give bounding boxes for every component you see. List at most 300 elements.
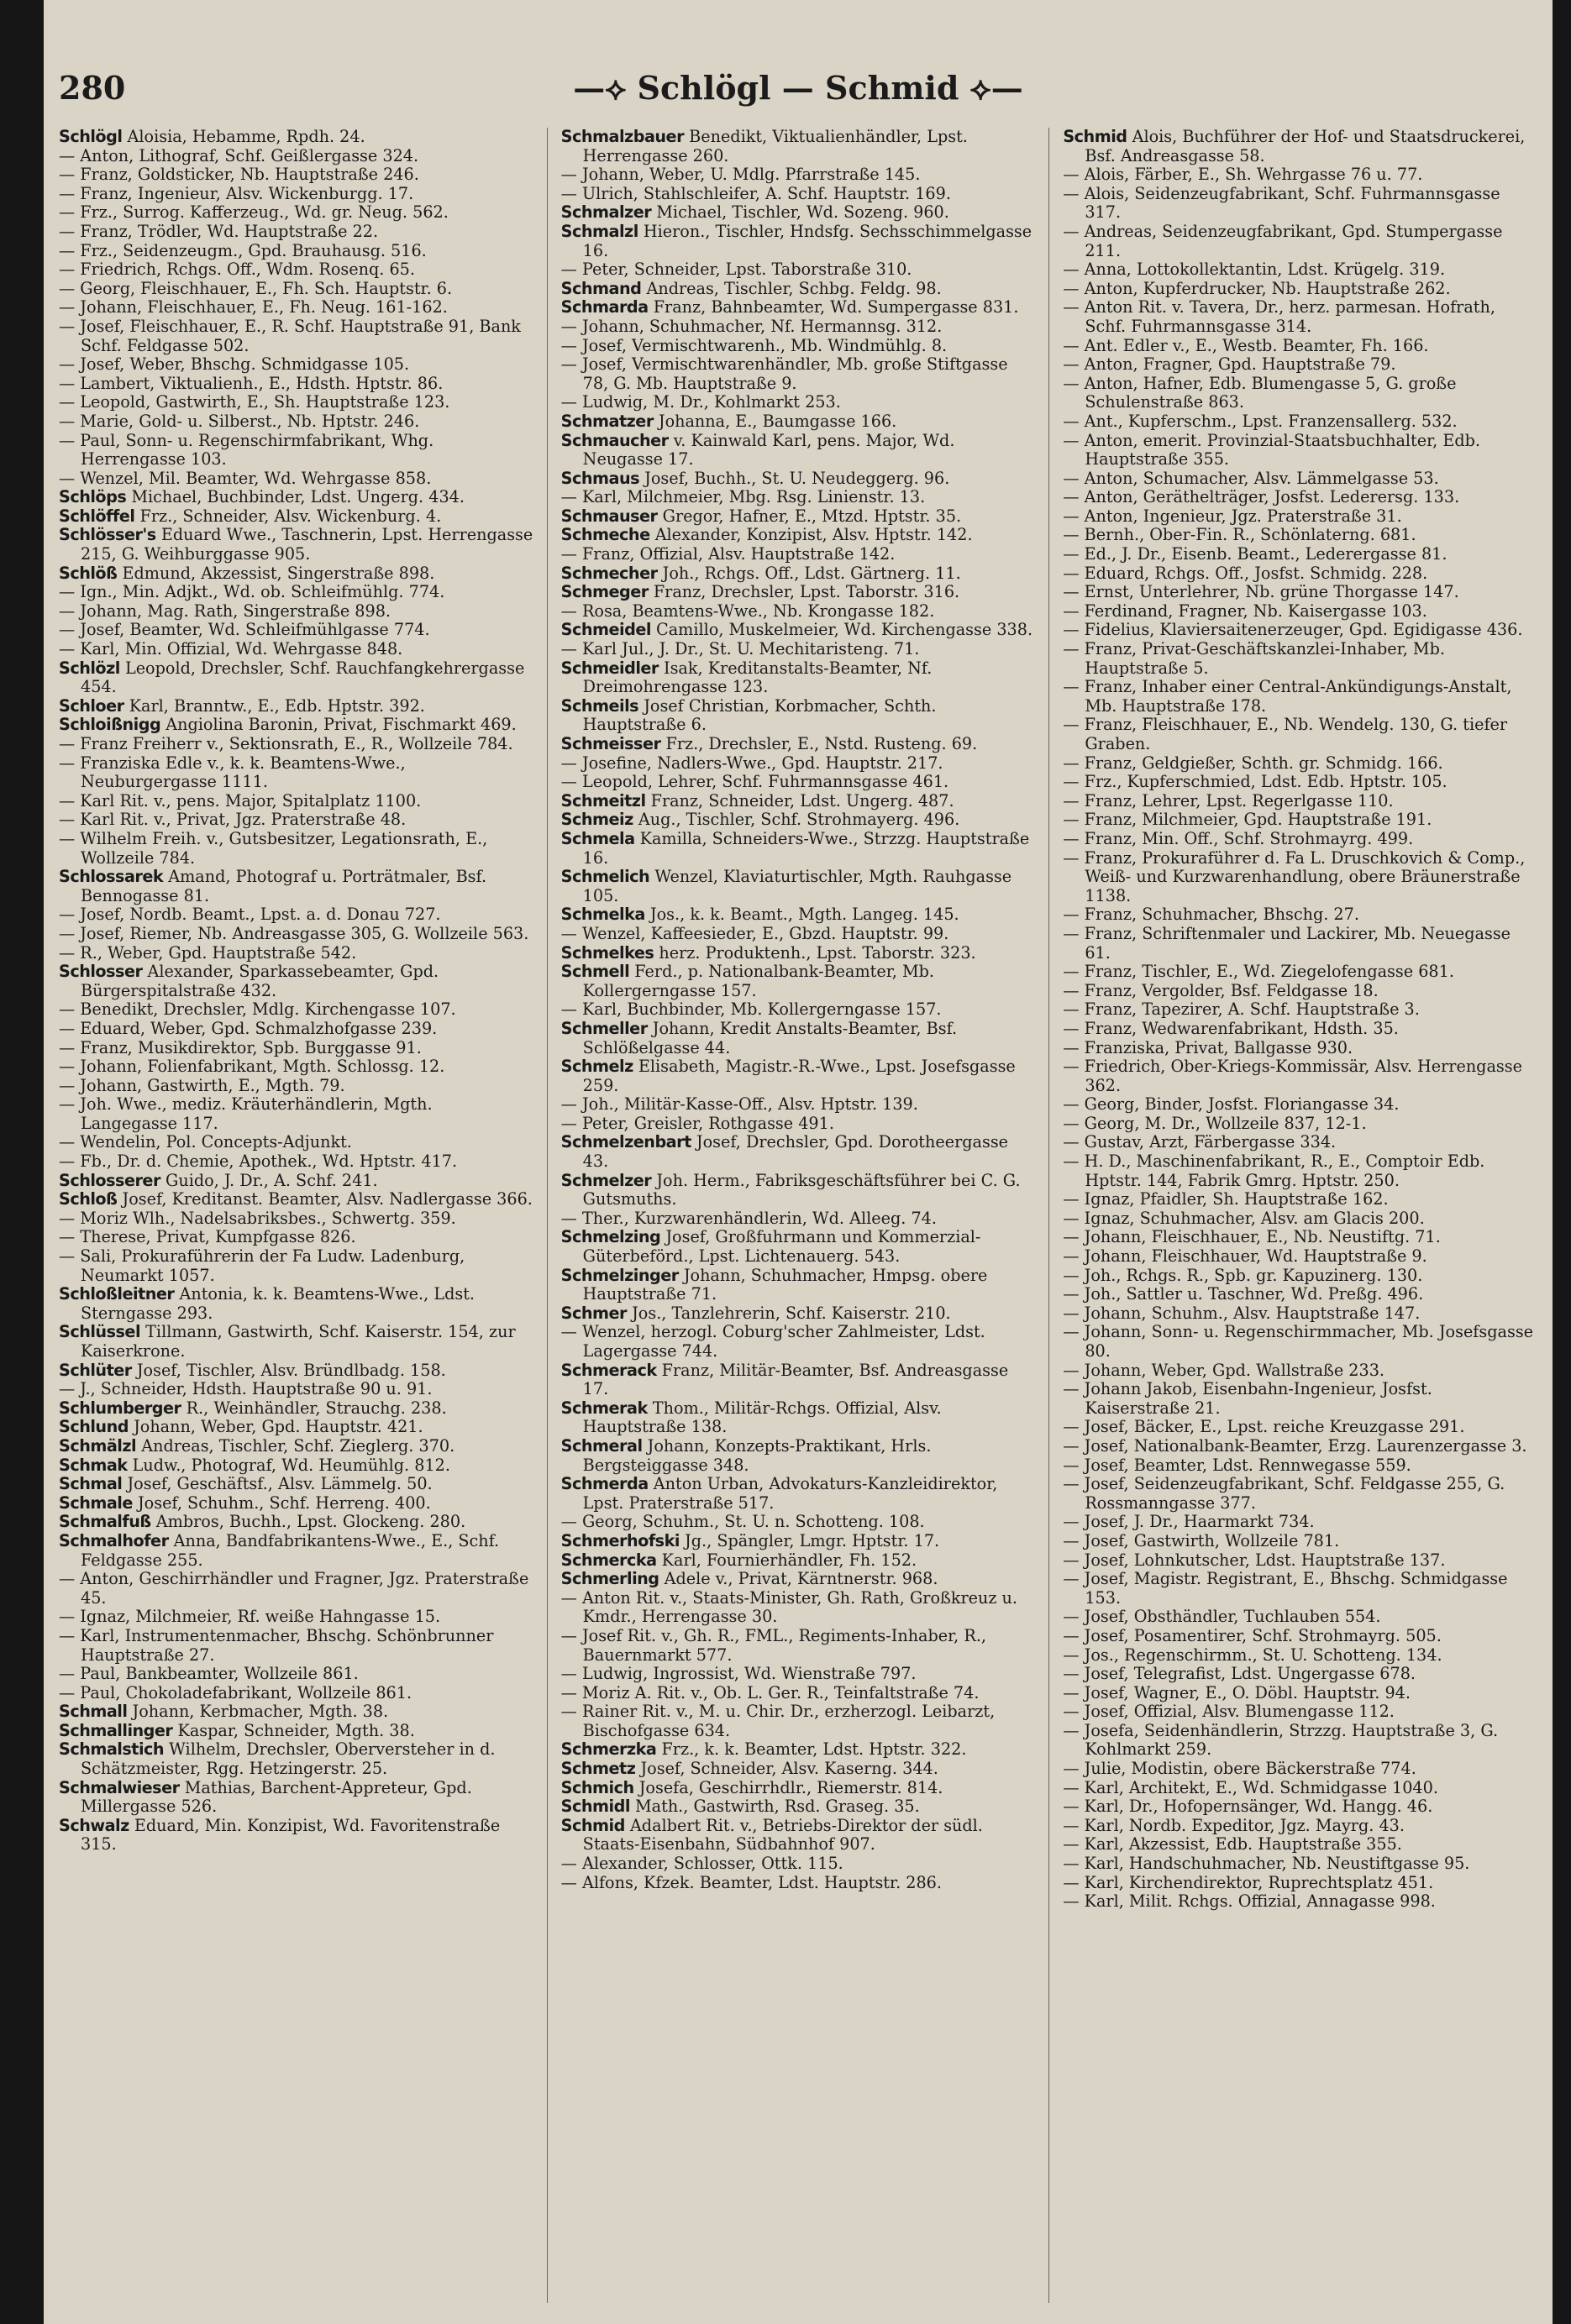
entry-surname: Schmecher — [560, 563, 658, 583]
directory-entry — [561, 223, 1036, 260]
entry-details: Franz, Drechsler, Lpst. Taborstr. 316. — [648, 582, 960, 602]
directory-entry — [561, 1475, 1036, 1513]
entry-details: — Georg, Fleischhauer, E., Fh. Sch. Hauptstr. 6. — [59, 278, 453, 298]
entry-details: — Ernst, Unterlehrer, Nb. grüne Thorgasse 147. — [1063, 582, 1459, 602]
entry-surname: Schmid — [1063, 128, 1127, 146]
entry-surname: Schmerak — [560, 1398, 648, 1418]
directory-entry — [59, 1133, 533, 1152]
entry-surname: Schmelka — [560, 905, 645, 925]
directory-entry — [561, 317, 1036, 337]
directory-entry — [561, 165, 1036, 185]
entry-surname: Schmauser — [560, 506, 658, 526]
entry-surname: Schlüssel — [59, 1322, 141, 1342]
entry-details: — Anton Rit. v. Tavera, Dr., herz. parmesan. Hofrath, Schf. Fuhrmannsgasse 314. — [1063, 297, 1495, 336]
directory-entry — [561, 1020, 1036, 1057]
entry-details: — Josef, Seidenzeugfabrikant, Schf. Feldgasse 255, G. Rossmanngasse 377. — [1063, 1474, 1505, 1513]
directory-entry — [59, 659, 533, 697]
entry-details: — Anton, Lithograf, Schf. Geißlergasse 324. — [59, 145, 419, 165]
entry-details: — Franz, Tischler, E., Wd. Ziegelofengasse 681. — [1063, 962, 1454, 982]
entry-details: Ambros, Buchh., Lpst. Glockeng. 280. — [150, 1512, 466, 1532]
entry-details: — Alois, Seidenzeugfabrikant, Schf. Fuhrmannsgasse 317. — [1063, 183, 1500, 223]
directory-entry — [561, 1209, 1036, 1229]
entry-surname: Schmeger — [560, 582, 649, 602]
entry-surname: Schmallinger — [59, 1720, 173, 1740]
directory-entry — [561, 754, 1036, 774]
entry-details: — Anton, Geräthelträger, Josfst. Lederersg. 133. — [1063, 487, 1460, 507]
directory-entry — [1063, 1874, 1537, 1893]
entry-details: Adalbert Rit. v., Betriebs-Direktor der südl. Staats-Eisenbahn, Südbahnhof 907. — [582, 1815, 983, 1854]
entry-details: — Gustav, Arzt, Färbergasse 334. — [1063, 1132, 1337, 1152]
entry-details: Thom., Militär-Rchgs. Offizial, Alsv. Hauptstraße 138. — [582, 1398, 942, 1437]
entry-details: Tillmann, Gastwirth, Schf. Kaiserstr. 154, zur Kaiserkrone. — [81, 1322, 516, 1361]
entry-details: — Johann, Fleischhauer, E., Nb. Neustiftg. 71. — [1063, 1227, 1441, 1247]
entry-details: — Friedrich, Rchgs. Off., Wdm. Rosenq. 65. — [59, 260, 415, 280]
entry-details: — Anton, Fragner, Gpd. Hauptstraße 79. — [1063, 354, 1396, 375]
entry-details: — Franz, Offizial, Alsv. Hauptstraße 142. — [560, 544, 896, 564]
directory-entry — [561, 488, 1036, 507]
entry-surname: Schmalwieser — [59, 1777, 180, 1797]
entry-details: — Eduard, Rchgs. Off., Josfst. Schmidg. 228. — [1063, 563, 1428, 583]
entry-details: Frz., k. k. Beamter, Ldst. Hptstr. 322. — [656, 1739, 967, 1760]
entry-details: — Bernh., Ober-Fin. R., Schönlaterng. 681. — [1063, 525, 1416, 545]
directory-entry — [1063, 1057, 1537, 1095]
directory-entry — [1063, 280, 1537, 299]
entry-details: — Joh., Sattler u. Taschner, Wd. Preßg. 496. — [1063, 1284, 1424, 1304]
column-right — [1063, 128, 1537, 2303]
entry-details: — Johann, Mag. Rath, Singerstraße 898. — [59, 601, 391, 621]
directory-entry — [561, 1551, 1036, 1571]
directory-entry — [1063, 1267, 1537, 1286]
entry-surname: Schmeller — [560, 1018, 648, 1038]
entry-details: Joh., Rchgs. Off., Ldst. Gärtnerg. 11. — [657, 563, 961, 583]
entry-surname: Schmalzer — [560, 202, 652, 223]
directory-entry — [561, 298, 1036, 317]
entry-details: — Anton, Hafner, Edb. Blumengasse 5, G. große Schulenstraße 863. — [1063, 373, 1457, 412]
directory-entry — [561, 1817, 1036, 1854]
entry-details: Frz., Schneider, Alsv. Wickenburg. 4. — [134, 506, 442, 526]
entry-surname: Schmelich — [560, 867, 650, 887]
entry-surname: Schloißnigg — [59, 715, 161, 735]
entry-details: Anton Urban, Advokaturs-Kanzleidirektor, Lpst. Praterstraße 517. — [582, 1474, 998, 1513]
entry-details: Josef, Kreditanst. Beamter, Alsv. Nadlergasse 366. — [117, 1189, 533, 1209]
directory-entry — [1063, 298, 1537, 336]
entry-surname: Schmall — [59, 1702, 128, 1722]
entry-details: Isak, Kreditanstalts-Beamter, Nf. Dreimohrengasse 123. — [582, 658, 933, 697]
entry-details: Joh. Herm., Fabriksgeschäftsführer bei C. G. Gutsmuths. — [582, 1170, 1021, 1209]
entry-surname: Schlösser's — [59, 525, 156, 545]
entry-details: — Alfons, Kfzek. Beamter, Ldst. Hauptstr. 286. — [560, 1872, 942, 1892]
entry-details: — Anton, Kupferdrucker, Nb. Hauptstraße 262. — [1063, 278, 1451, 298]
entry-surname: Schlüter — [59, 1360, 132, 1380]
entry-details: — Anton, emerit. Provinzial-Staatsbuchhalter, Edb. Hauptstraße 355. — [1063, 430, 1481, 470]
directory-entry — [1063, 185, 1537, 223]
directory-entry — [1063, 830, 1537, 849]
entry-details: — Georg, Binder, Josfst. Floriangasse 34. — [1063, 1094, 1400, 1115]
entry-details: — Josef, Lohnkutscher, Ldst. Hauptstraße 137. — [1063, 1550, 1446, 1570]
directory-entry — [59, 1456, 533, 1476]
directory-entry — [561, 1361, 1036, 1399]
entry-surname: Schlossarek — [59, 867, 164, 887]
directory-entry — [1063, 1020, 1537, 1039]
running-title: —⟡ Schlögl — Schmid ⟡— — [573, 69, 1023, 107]
entry-details: — Fidelius, Klaviersaitenerzeuger, Gpd. Egidigasse 436. — [1063, 620, 1523, 640]
entry-details: Johann, Kredit Anstalts-Beamter, Bsf. Schlößelgasse 44. — [582, 1018, 958, 1057]
entry-details: Andreas, Tischler, Schf. Zieglerg. 370. — [136, 1435, 455, 1456]
entry-details: — Ant. Edler v., E., Westb. Beamter, Fh. 166. — [1063, 335, 1429, 355]
entry-details: Alexander, Sparkassebeamter, Gpd. Bürgerspitalstraße 432. — [81, 962, 439, 1000]
directory-entry — [561, 773, 1036, 792]
entry-details: — Anton Rit. v., Staats-Minister, Gh. Rath, Großkreuz u. Kmdr., Herrengasse 30. — [560, 1587, 1017, 1627]
directory-entry — [1063, 1475, 1537, 1513]
directory-entry — [59, 830, 533, 868]
entry-surname: Schmak — [59, 1455, 128, 1475]
entry-details: — Josef, Posamentirer, Schf. Strohmayrg. 505. — [1063, 1625, 1442, 1645]
entry-details: — Karl Rit. v., Privat, Jgz. Praterstraße 48. — [59, 810, 407, 830]
directory-entry — [59, 602, 533, 622]
entry-details: — Josef, Bäcker, E., Lpst. reiche Kreuzgasse 291. — [1063, 1417, 1465, 1437]
entry-details: Josef, Großfuhrmann und Kommerzial-Güterbeförd., Lpst. Lichtenauerg. 543. — [582, 1227, 981, 1267]
entry-details: — Karl, Buchbinder, Mb. Kollergerngasse 157. — [560, 999, 942, 1020]
directory-entry — [561, 1684, 1036, 1703]
entry-details: Josef, Schneider, Alsv. Kaserng. 344. — [635, 1759, 938, 1779]
entry-details: Guido, J. Dr., A. Schf. 241. — [160, 1170, 378, 1190]
entry-details: — Josef, Riemer, Nb. Andreasgasse 305, G. Wollzeile 563. — [59, 923, 529, 943]
entry-details: — Franziska, Privat, Ballgasse 930. — [1063, 1037, 1353, 1057]
entry-details: — Frz., Kupferschmied, Ldst. Edb. Hptstr. 105. — [1063, 772, 1448, 792]
entry-surname: Schmeral — [560, 1435, 643, 1456]
entry-details: — Josef, Weber, Bhschg. Schmidgasse 105. — [59, 354, 410, 375]
directory-entry — [59, 1380, 533, 1399]
directory-entry — [561, 602, 1036, 622]
entry-details: Andreas, Tischler, Schbg. Feldg. 98. — [641, 278, 942, 298]
entry-details: — Josef, Fleischhauer, E., R. Schf. Hauptstraße 91, Bank Schf. Feldgasse 502. — [59, 316, 521, 355]
entry-surname: Schmeils — [560, 695, 639, 716]
entry-details: Leopold, Drechsler, Schf. Rauchfangkehrergasse 454. — [81, 658, 525, 697]
entry-details: — Anton, Geschirrhändler und Fragner, Jgz. Praterstraße 45. — [59, 1569, 529, 1608]
entry-details: Eduard, Min. Konzipist, Wd. Favoritenstraße 315. — [81, 1815, 501, 1854]
directory-entry — [59, 621, 533, 640]
entry-details: — Ant., Kupferschm., Lpst. Franzensallerg. 532. — [1063, 411, 1458, 431]
entry-details: Ferd., p. Nationalbank-Beamter, Mb. Kollergerngasse 157. — [582, 962, 934, 1000]
entry-surname: Schloer — [59, 695, 124, 716]
directory-entry — [59, 280, 533, 299]
entry-details: — Ferdinand, Fragner, Nb. Kaisergasse 103. — [1063, 601, 1427, 621]
entry-details: — Alexander, Schlosser, Ottk. 115. — [560, 1854, 843, 1874]
directory-entry — [561, 1000, 1036, 1020]
directory-entry — [1063, 1323, 1537, 1361]
entry-details: — Josef Rit. v., Gh. R., FML., Regiments-Inhaber, R., Bauernmarkt 577. — [560, 1625, 987, 1665]
entry-details: — Benedikt, Drechsler, Mdlg. Kirchengasse 107. — [59, 999, 456, 1020]
directory-entry — [59, 1057, 533, 1077]
directory-entry — [59, 640, 533, 659]
directory-entry — [1063, 1247, 1537, 1267]
entry-details: Wilhelm, Drechsler, Oberversteher in d. Schätzmeister, Rgg. Hetzingerstr. 25. — [81, 1739, 496, 1779]
entry-details: — Josef, Nationalbank-Beamter, Erzg. Laurenzergasse 3. — [1063, 1435, 1527, 1456]
entry-details: Gregor, Hafner, E., Mtzd. Hptstr. 35. — [657, 506, 962, 526]
directory-entry — [59, 1665, 533, 1684]
directory-entry — [59, 697, 533, 716]
entry-details: Benedikt, Viktualienhändler, Lpst. Herrengasse 260. — [582, 128, 968, 165]
entry-surname: Schmaus — [560, 468, 640, 488]
entry-surname: Schlumberger — [59, 1398, 181, 1418]
entry-details: — Anna, Lottokollektantin, Ldst. Krügelg. 319. — [1063, 260, 1446, 280]
directory-entry — [561, 507, 1036, 527]
directory-entry — [561, 868, 1036, 905]
directory-entry — [1063, 849, 1537, 906]
directory-entry — [561, 1589, 1036, 1627]
directory-entry — [561, 1323, 1036, 1361]
directory-entry — [59, 165, 533, 185]
directory-entry — [1063, 1133, 1537, 1152]
directory-entry — [561, 1760, 1036, 1779]
directory-entry — [1063, 754, 1537, 774]
directory-entry — [59, 223, 533, 242]
entry-details: Franz, Schneider, Ldst. Ungerg. 487. — [645, 790, 954, 811]
entry-details: — Franz, Goldsticker, Nb. Hauptstraße 246. — [59, 165, 419, 185]
entry-details: — H. D., Maschinenfabrikant, R., E., Comptoir Edb. Hptstr. 144, Fabrik Gmrg. Hptstr. 250. — [1063, 1152, 1485, 1190]
directory-entry — [561, 1267, 1036, 1304]
directory-entry — [1063, 621, 1537, 640]
entry-details: — Ed., J. Dr., Eisenb. Beamt., Lederergasse 81. — [1063, 544, 1448, 564]
directory-entry — [1063, 375, 1537, 412]
entry-details: Josef, Tischler, Alsv. Bründlbadg. 158. — [131, 1360, 446, 1380]
directory-entry — [561, 1304, 1036, 1324]
entry-details: Johann, Konzepts-Praktikant, Hrls. Bergsteiggasse 348. — [582, 1435, 932, 1475]
directory-entry — [1063, 1646, 1537, 1666]
entry-details: Johann, Schuhmacher, Hmpsg. obere Hauptstraße 71. — [582, 1265, 988, 1304]
entry-details: Jg., Spängler, Lmgr. Hptstr. 17. — [679, 1530, 940, 1550]
entry-surname: Schmeidel — [560, 620, 651, 640]
directory-entry — [1063, 982, 1537, 1001]
entry-details: — Josef, Beamter, Ldst. Rennwegasse 559. — [1063, 1455, 1411, 1475]
entry-details: Michael, Tischler, Wd. Sozeng. 960. — [651, 202, 949, 223]
entry-details: — Ther., Kurzwarenhändlerin, Wd. Alleeg. 74. — [560, 1208, 937, 1228]
directory-entry — [59, 470, 533, 489]
entry-details: — Franz, Min. Off., Schf. Strohmayrg. 499. — [1063, 828, 1414, 848]
entry-surname: Schmeisser — [560, 734, 661, 753]
column-divider — [547, 128, 548, 2303]
directory-entry — [561, 1854, 1036, 1874]
directory-entry — [1063, 716, 1537, 753]
entry-surname: Schmid — [560, 1815, 625, 1835]
directory-entry — [59, 526, 533, 564]
entry-details: Karl, Fournierhändler, Fh. 152. — [656, 1550, 917, 1570]
entry-details: Josef, Drechsler, Gpd. Dorotheergasse 43. — [582, 1132, 1009, 1172]
directory-entry — [1063, 1039, 1537, 1058]
entry-details: Josef, Geschäftsf., Alsv. Lämmelg. 50. — [122, 1474, 433, 1494]
directory-entry — [561, 1740, 1036, 1760]
entry-details: R., Weinhändler, Strauchg. 238. — [181, 1398, 447, 1418]
entry-details: — Franz Freiherr v., Sektionsrath, E., R., Wollzeile 784. — [59, 734, 513, 753]
directory-entry — [59, 1152, 533, 1172]
directory-entry — [561, 735, 1036, 754]
directory-entry — [1063, 1570, 1537, 1608]
entry-details: — Johann, Weber, U. Mdlg. Pfarrstraße 145. — [560, 165, 921, 185]
entry-details: — Johann, Fleischhauer, Wd. Hauptstraße 9. — [1063, 1246, 1427, 1267]
directory-entry — [561, 393, 1036, 412]
directory-entry — [1063, 1228, 1537, 1247]
entry-details: — Johann, Gastwirth, E., Mgth. 79. — [59, 1075, 345, 1095]
entry-details: — Wenzel, herzogl. Coburg'scher Zahlmeister, Ldst. Lagergasse 744. — [560, 1322, 985, 1361]
entry-details: — Leopold, Lehrer, Schf. Fuhrmannsgasse 461. — [560, 772, 949, 792]
directory-entry — [1063, 355, 1537, 375]
directory-entry — [561, 1779, 1036, 1798]
entry-details: — Friedrich, Ober-Kriegs-Kommissär, Alsv. Herrengasse 362. — [1063, 1057, 1522, 1095]
directory-entry — [561, 583, 1036, 602]
directory-entry — [59, 355, 533, 375]
entry-details: Ludw., Photograf, Wd. Heumühlg. 812. — [127, 1455, 450, 1475]
entry-details: Jos., Tanzlehrerin, Schf. Kaiserstr. 210. — [627, 1303, 951, 1323]
directory-entry — [59, 488, 533, 507]
entry-surname: Schmalstich — [59, 1739, 165, 1760]
entry-details: — Karl, Akzessist, Edb. Hauptstraße 355. — [1063, 1834, 1402, 1854]
directory-entry — [1063, 260, 1537, 280]
directory-entry — [561, 128, 1036, 165]
directory-entry — [59, 811, 533, 830]
entry-details: Aloisia, Hebamme, Rpdh. 24. — [122, 128, 365, 146]
directory-entry — [1063, 1665, 1537, 1684]
directory-entry — [1063, 128, 1537, 165]
entry-details: — Johann, Folienfabrikant, Mgth. Schlossg. 12. — [59, 1057, 445, 1077]
directory-entry — [59, 298, 533, 317]
entry-details: — Josef, Obsthändler, Tuchlauben 554. — [1063, 1607, 1381, 1627]
directory-entry — [1063, 583, 1537, 602]
directory-entry — [59, 944, 533, 963]
directory-entry — [1063, 1361, 1537, 1381]
directory-entry — [1063, 640, 1537, 678]
entry-details: Franz, Militär-Beamter, Bsf. Andreasgasse 17. — [582, 1360, 1009, 1399]
entry-details: — Josef, Telegrafist, Ldst. Ungergasse 678. — [1063, 1664, 1416, 1684]
page-number: 280 — [59, 69, 126, 107]
entry-details: — Paul, Chokoladefabrikant, Wollzeile 861. — [59, 1682, 412, 1702]
directory-entry — [1063, 1152, 1537, 1190]
directory-entry — [1063, 773, 1537, 792]
scan-edge-right — [1553, 0, 1571, 2324]
entry-surname: Schmatzer — [560, 411, 654, 431]
entry-details: Kaspar, Schneider, Mgth. 38. — [172, 1720, 415, 1740]
entry-details: — Ludwig, M. Dr., Kohlmarkt 253. — [560, 392, 841, 412]
entry-details: — Franz, Prokuraführer d. Fa L. Druschkovich & Comp., Weiß- und Kurzwarenhandlung, obere Bräunerstraße 1138. — [1063, 847, 1526, 905]
entry-surname: Schmalfuß — [59, 1512, 151, 1532]
entry-details: — Wendelin, Pol. Concepts-Adjunkt. — [59, 1132, 352, 1152]
entry-details: Johann, Weber, Gpd. Hauptstr. 421. — [128, 1417, 423, 1437]
entry-surname: Schmerda — [560, 1474, 649, 1494]
entry-details: Josef, Buchh., St. U. Neudeggerg. 96. — [639, 468, 950, 488]
entry-details: Mathias, Barchent-Appreteur, Gpd. Millergasse 526. — [81, 1777, 472, 1817]
directory-entry — [1063, 1513, 1537, 1532]
entry-details: — Johann Jakob, Eisenbahn-Ingenieur, Josfst. Kaiserstraße 21. — [1063, 1379, 1432, 1418]
directory-entry — [1063, 1760, 1537, 1779]
directory-entry — [1063, 1722, 1537, 1760]
directory-entry — [561, 1228, 1036, 1266]
directory-entry — [59, 1000, 533, 1020]
entry-surname: Schmalhofer — [59, 1530, 169, 1550]
directory-entry — [59, 963, 533, 1000]
directory-entry — [59, 185, 533, 204]
entry-details: — Therese, Privat, Kumpfgasse 826. — [59, 1227, 356, 1247]
entry-details: — Rosa, Beamtens-Wwe., Nb. Krongasse 182. — [560, 601, 935, 621]
entry-details: Aug., Tischler, Schf. Strohmayerg. 496. — [633, 810, 960, 830]
entry-surname: Schmelzer — [560, 1170, 652, 1190]
entry-details: — Paul, Sonn- u. Regenschirmfabrikant, Whg. Herrengasse 103. — [59, 430, 434, 470]
directory-entry — [561, 944, 1036, 963]
directory-entry — [561, 697, 1036, 735]
entry-details: — Lambert, Viktualienh., E., Hdsth. Hptstr. 86. — [59, 373, 444, 393]
directory-entry — [1063, 1779, 1537, 1798]
entry-details: — Franz, Milchmeier, Gpd. Hauptstraße 191. — [1063, 810, 1432, 830]
directory-entry — [59, 1437, 533, 1456]
directory-entry — [1063, 432, 1537, 470]
directory-entry — [59, 716, 533, 735]
entry-details: — Karl, Architekt, E., Wd. Schmidgasse 1040. — [1063, 1777, 1438, 1797]
directory-entry — [1063, 412, 1537, 432]
directory-entry — [561, 1665, 1036, 1684]
entry-details: — Karl, Milit. Rchgs. Offizial, Annagasse 998. — [1063, 1891, 1436, 1912]
entry-details: Josef Christian, Korbmacher, Schth. Hauptstraße 6. — [582, 695, 937, 735]
entry-details: — Josef, Gastwirth, Wollzeile 781. — [1063, 1530, 1340, 1550]
directory-entry — [59, 868, 533, 905]
directory-entry — [561, 545, 1036, 564]
entry-details: — R., Weber, Gpd. Hauptstraße 542. — [59, 942, 357, 963]
directory-entry — [1063, 1115, 1537, 1134]
entry-details: Elisabeth, Magistr.-R.-Wwe., Lpst. Josefsgasse 259. — [582, 1057, 1016, 1095]
entry-details: — Ign., Min. Adjkt., Wd. ob. Schleifmühlg. 774. — [59, 582, 445, 602]
entry-details: — Frz., Surrog. Kafferzeug., Wd. gr. Neug. 562. — [59, 202, 449, 223]
directory-entry — [59, 375, 533, 394]
column-divider — [1048, 128, 1049, 2303]
entry-details: — Karl, Kirchendirektor, Ruprechtsplatz 451. — [1063, 1872, 1434, 1892]
directory-entry — [59, 1190, 533, 1209]
entry-details: Amand, Photograf u. Porträtmaler, Bsf. Bennogasse 81. — [81, 867, 487, 905]
entry-surname: Schmeche — [560, 525, 650, 545]
directory-entry — [1063, 1797, 1537, 1817]
entry-surname: Schlöffel — [59, 506, 135, 526]
entry-details: — Joh., Militär-Kasse-Off., Alsv. Hptstr. 139. — [560, 1094, 918, 1115]
directory-entry — [1063, 1456, 1537, 1476]
directory-entry — [561, 470, 1036, 489]
entry-details: — Georg, M. Dr., Wollzeile 837, 12-1. — [1063, 1113, 1367, 1133]
directory-entry — [561, 526, 1036, 545]
directory-entry — [1063, 1000, 1537, 1020]
directory-entry — [561, 925, 1036, 944]
entry-details: — Franz, Trödler, Wd. Hauptstraße 22. — [59, 221, 379, 241]
directory-entry — [561, 811, 1036, 830]
entry-details: — Franz, Tapezirer, A. Schf. Hauptstraße 3. — [1063, 999, 1420, 1020]
entry-details: — Karl, Nordb. Expeditor, Jgz. Mayrg. 43. — [1063, 1815, 1405, 1835]
entry-surname: Schlosserer — [59, 1170, 160, 1190]
directory-entry — [561, 1057, 1036, 1095]
entry-details: — Moriz Wlh., Nadelsabriksbes., Schwertg. 359. — [59, 1208, 456, 1228]
directory-entry — [561, 1570, 1036, 1589]
directory-entry — [1063, 470, 1537, 489]
entry-surname: Schmelzing — [560, 1227, 661, 1247]
entry-details: — Josefine, Nadlers-Wwe., Gpd. Hauptstr. 217. — [560, 753, 943, 773]
entry-details: — Eduard, Weber, Gpd. Schmalzhofgasse 239. — [59, 1018, 438, 1038]
directory-entry — [561, 432, 1036, 470]
entry-details: — Karl, Dr., Hofopernsänger, Wd. Hangg. 46. — [1063, 1797, 1433, 1817]
entry-details: — Franz, Schriftenmaler und Lackirer, Mb. Neuegasse 61. — [1063, 923, 1511, 963]
directory-entry — [59, 242, 533, 261]
directory-entry — [1063, 1304, 1537, 1324]
column-middle — [561, 128, 1036, 2303]
entry-details: — Wilhelm Freih. v., Gutsbesitzer, Legationsrath, E., Wollzeile 784. — [59, 828, 488, 868]
entry-surname: Schmela — [560, 828, 635, 848]
entry-details: — Karl, Handschuhmacher, Nb. Neustiftgasse 95. — [1063, 1854, 1470, 1874]
directory-entry — [561, 830, 1036, 868]
entry-details: — Georg, Schuhm., St. U. n. Schotteng. 108. — [560, 1512, 925, 1532]
directory-entry — [1063, 1190, 1537, 1209]
entry-details: — Rainer Rit. v., M. u. Chir. Dr., erzherzogl. Leibarzt, Bischofgasse 634. — [560, 1702, 996, 1740]
